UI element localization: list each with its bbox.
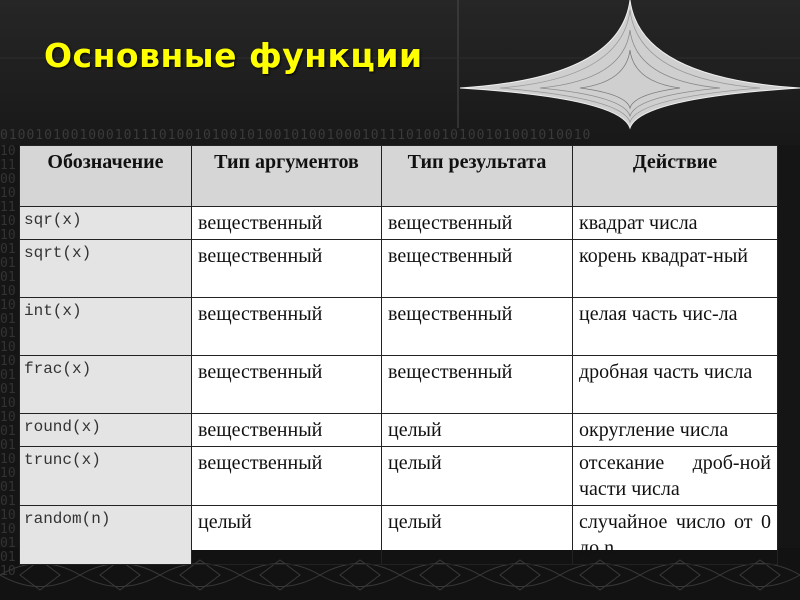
arg-type-cell: вещественный xyxy=(192,356,382,414)
slide-title: Основные функции xyxy=(44,36,423,75)
result-type-cell: вещественный xyxy=(382,207,573,240)
function-name-cell: sqrt(x) xyxy=(20,240,192,298)
action-cell: целая часть чис-ла xyxy=(573,298,778,356)
header-cell-action: Действие xyxy=(573,146,778,207)
function-name-cell: trunc(x) xyxy=(20,447,192,506)
action-cell: корень квадрат-ный xyxy=(573,240,778,298)
astroid-star-icon xyxy=(460,0,800,128)
table-row xyxy=(20,506,778,565)
arg-type-cell: вещественный xyxy=(192,207,382,240)
result-type-cell: вещественный xyxy=(382,298,573,356)
table-row xyxy=(20,414,778,447)
table-header-row xyxy=(20,146,778,207)
result-type-cell: вещественный xyxy=(382,356,573,414)
header-cell-result-type: Тип результата xyxy=(382,146,573,207)
function-name-cell: round(x) xyxy=(20,414,192,447)
result-type-cell: вещественный xyxy=(382,240,573,298)
binary-digits-decoration: 0100101001000101110100101001010010100100010111010010100101001010010 xyxy=(0,128,592,143)
action-cell: дробная часть числа xyxy=(573,356,778,414)
function-name-cell: sqr(x) xyxy=(20,207,192,240)
action-cell: квадрат числа xyxy=(573,207,778,240)
header-cell-arg-type: Тип аргументов xyxy=(192,146,382,207)
table-row xyxy=(20,207,778,240)
table-row xyxy=(20,240,778,298)
arg-type-cell: целый xyxy=(192,506,382,565)
binary-digits-left-decoration: 10110010111010010101101001011010010110100101101001011010010110 xyxy=(0,144,16,579)
action-cell: округление числа xyxy=(573,414,778,447)
arg-type-cell: вещественный xyxy=(192,447,382,506)
function-name-cell: int(x) xyxy=(20,298,192,356)
action-cell: случайное число от 0 до n xyxy=(573,506,778,565)
header-cell-notation: Обозначение xyxy=(20,146,192,207)
result-type-cell: целый xyxy=(382,447,573,506)
action-cell: отсекание дроб-ной части числа xyxy=(573,447,778,506)
functions-table xyxy=(19,145,777,559)
arg-type-cell: вещественный xyxy=(192,298,382,356)
result-type-cell: целый xyxy=(382,414,573,447)
arg-type-cell: вещественный xyxy=(192,414,382,447)
table-row xyxy=(20,447,778,506)
arg-type-cell: вещественный xyxy=(192,240,382,298)
table-row xyxy=(20,356,778,414)
function-name-cell: frac(x) xyxy=(20,356,192,414)
function-name-cell: random(n) xyxy=(20,506,192,565)
table-row xyxy=(20,298,778,356)
result-type-cell: целый xyxy=(382,506,573,565)
